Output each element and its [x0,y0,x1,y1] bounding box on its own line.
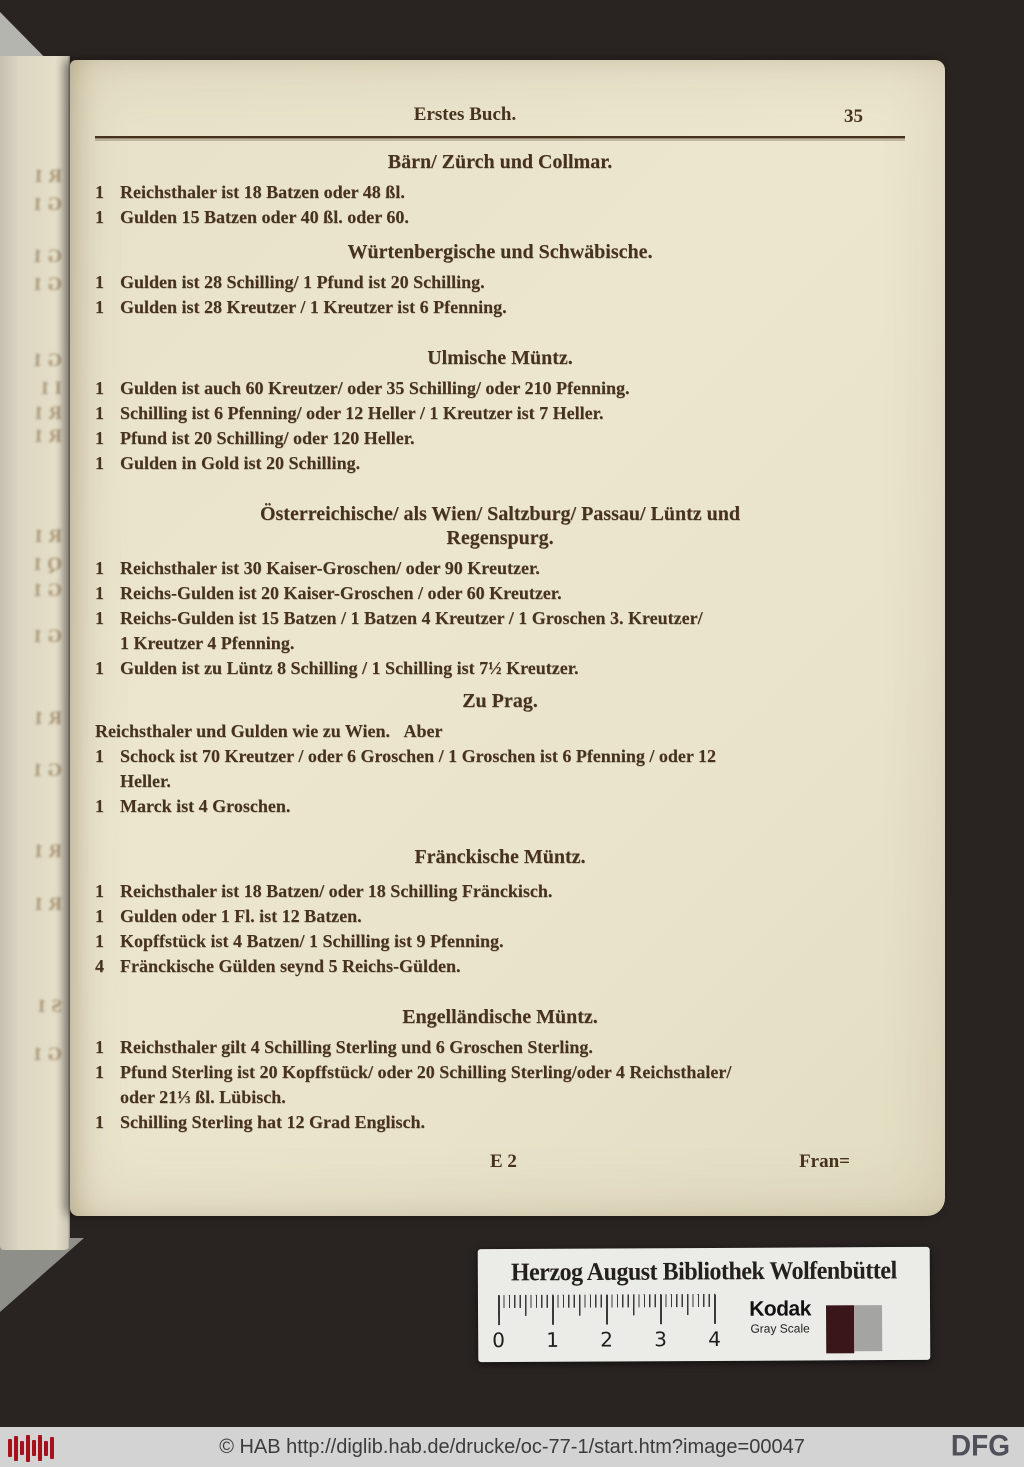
entry-number: 1 [95,1062,104,1082]
entry-text: Kopffstück ist 4 Batzen/ 1 Schilling ist 9 Pfenning. [120,931,504,951]
entry-number: 1 [95,931,104,951]
page-edge-ghost: R 1 [34,708,62,729]
entry-text: Pfund Sterling ist 20 Kopffstück/ oder 20 Schilling Sterling/oder 4 Reichsthaler/ [120,1062,732,1082]
section-heading-line2: Regenspurg. [446,527,554,549]
entry-text: Gulden ist 28 Kreutzer / 1 Kreutzer ist 6 Pfenning. [120,297,507,317]
ruler-card [478,1247,931,1362]
entry-text: Schilling ist 6 Pfenning/ oder 12 Heller / 1 Kreutzer ist 7 Heller. [120,403,604,423]
page-edge-ghost: G 1 [32,580,62,601]
entry-text: Reichsthaler gilt 4 Schilling Sterling und 6 Groschen Sterling. [120,1037,593,1057]
page-edge-ghost: G 1 [32,626,62,647]
entry-line [95,426,905,451]
ruler-number: 3 [654,1327,667,1352]
entry-number: 1 [95,906,104,926]
dfg-logo: DFG [950,1429,1010,1462]
entry-line [95,295,905,320]
entry-text: Fränckische Gülden seynd 5 Reichs-Gülden. [120,956,461,976]
copyright-url: © HAB http://diglib.hab.de/drucke/oc-77-1/start.htm?image=00047 [219,1435,805,1458]
page-edge-ghost: R 1 [34,403,62,424]
section-heading: Fränckische Müntz. [414,846,586,868]
page-edge-ghost: I 1 [40,378,62,399]
ruler-number: 4 [708,1326,721,1351]
entry-number: 1 [95,297,104,317]
entry-line [95,656,905,681]
entry-line [95,581,905,606]
entry-line [95,376,905,401]
entry-number: 1 [95,746,104,766]
section-franken [95,845,905,979]
entry-number: 1 [95,1037,104,1057]
entry-text: Gulden ist auch 60 Kreutzer/ oder 35 Schilling/ oder 210 Pfenning. [120,378,630,398]
entry-text: Gulden 15 Batzen oder 40 ßl. oder 60. [120,207,409,227]
entry-line [95,451,905,476]
section-heading: Österreichische/ als Wien/ Saltzburg/ Passau/ Lüntz und [259,503,741,525]
entry-line [95,794,905,819]
entry-text: Gulden ist 28 Schilling/ 1 Pfund ist 20 Schilling. [120,272,485,292]
grayscale-patch-gray [854,1305,882,1351]
entry-line [95,1110,905,1135]
section-heading: Engelländische Müntz. [402,1006,598,1028]
page-edge-ghost: R 1 [34,841,62,862]
entry-number: 1 [95,658,104,678]
entry-line [95,1035,905,1060]
section-heading: Zu Prag. [462,690,538,712]
section-heading: Ulmische Müntz. [427,347,573,369]
page-edge-ghost: G 1 [32,194,62,215]
section-england [95,1005,905,1135]
entry-number: 1 [95,881,104,901]
section-ulm [95,346,905,476]
entry-number: 1 [95,1112,104,1132]
page-edge-ghost: G 1 [32,350,62,371]
section-heading: Würtenbergische und Schwäbische. [347,241,653,263]
page-edge-ghost: S 1 [37,996,62,1017]
grayscale-patch-dark [826,1305,854,1353]
library-name: Herzog August Bibliothek Wolfenbüttel [510,1257,897,1287]
entry-number: 1 [95,558,104,578]
signature-row [95,1151,905,1177]
book-page [70,60,945,1216]
section-oesterreich [95,502,905,681]
kodak-brand: Kodak [749,1297,811,1321]
ruler-number: 1 [546,1327,559,1352]
kodak-grayscale-label: Gray Scale [750,1321,810,1336]
page-edge-ghost: R 1 [34,526,62,547]
catchword: Fran= [799,1151,850,1172]
entry-line [95,1060,905,1085]
entry-number: 1 [95,583,104,603]
entry-number: 1 [95,403,104,423]
entry-continuation: oder 21⅓ ßl. Lübisch. [120,1087,286,1107]
running-title: Erstes Buch. [413,104,517,125]
entry-line [95,929,905,954]
entry-number: 1 [95,796,104,816]
entry-text: Reichsthaler ist 18 Batzen oder 48 ßl. [120,182,405,202]
entry-number: 1 [95,608,104,628]
ruler-number: 0 [492,1328,505,1353]
signature-mark: E 2 [490,1151,517,1172]
page-edge-ghost: G 1 [32,760,62,781]
entry-text: Reichsthaler ist 18 Batzen/ oder 18 Schilling Fränckisch. [120,881,553,901]
entry-number: 1 [95,453,104,473]
section-intro: Reichsthaler und Gulden wie zu Wien. Aber [95,721,443,741]
entry-continuation: 1 Kreutzer 4 Pfenning. [120,633,295,653]
section-bern-zurich-colmar [95,150,905,230]
section-heading: Bärn/ Zürch und Collmar. [387,151,613,173]
entry-text: Reichs-Gulden ist 20 Kaiser-Groschen / oder 60 Kreutzer. [120,583,562,603]
entry-text: Schock ist 70 Kreutzer / oder 6 Groschen / 1 Groschen ist 6 Pfenning / oder 12 [120,746,716,766]
footer-bar [0,1427,1024,1467]
entry-line [95,270,905,295]
page-edge-ghost: G 1 [32,274,62,295]
entry-line [95,401,905,426]
running-head [95,104,905,130]
page-edge-ghost: Q 1 [32,554,62,575]
entry-line [95,744,905,769]
ruler-ticks [498,1294,718,1325]
page-edge-ghost: G 1 [32,246,62,267]
entry-line [95,954,905,979]
page-edge-ghost: R 1 [34,426,62,447]
ruler-number: 2 [600,1327,613,1352]
entry-text: Gulden in Gold ist 20 Schilling. [120,453,361,473]
page-edge-ghost: R 1 [34,894,62,915]
section-prag [95,689,905,819]
section-wuerttemberg-schwaben [95,240,905,320]
entry-number: 1 [95,378,104,398]
entry-text: Gulden ist zu Lüntz 8 Schilling / 1 Schilling ist 7½ Kreutzer. [120,658,579,678]
entry-text: Pfund ist 20 Schilling/ oder 120 Heller. [120,428,415,448]
entry-text: Gulden oder 1 Fl. ist 12 Batzen. [120,906,362,926]
previous-page-edge [0,56,70,1250]
entry-number: 1 [95,428,104,448]
header-rule [95,136,905,142]
entry-number: 1 [95,272,104,292]
entry-number: 4 [95,956,104,976]
page-edge-ghost: G 1 [32,1044,62,1065]
entry-number: 1 [95,207,104,227]
entry-line [95,180,905,205]
entry-text: Schilling Sterling hat 12 Grad Englisch. [120,1112,426,1132]
entry-text: Reichsthaler ist 30 Kaiser-Groschen/ oder 90 Kreutzer. [120,558,540,578]
entry-line [95,879,905,904]
entry-text: Reichs-Gulden ist 15 Batzen / 1 Batzen 4 Kreutzer / 1 Groschen 3. Kreutzer/ [120,608,703,628]
entry-line [95,904,905,929]
kodak-label [736,1297,824,1335]
entry-text: Marck ist 4 Groschen. [120,796,291,816]
entry-line [95,205,905,230]
entry-line [95,556,905,581]
page-edge-ghost: R 1 [34,166,62,187]
page-number: 35 [844,106,863,127]
entry-line [95,606,905,631]
entry-number: 1 [95,182,104,202]
entry-continuation: Heller. [120,771,171,791]
